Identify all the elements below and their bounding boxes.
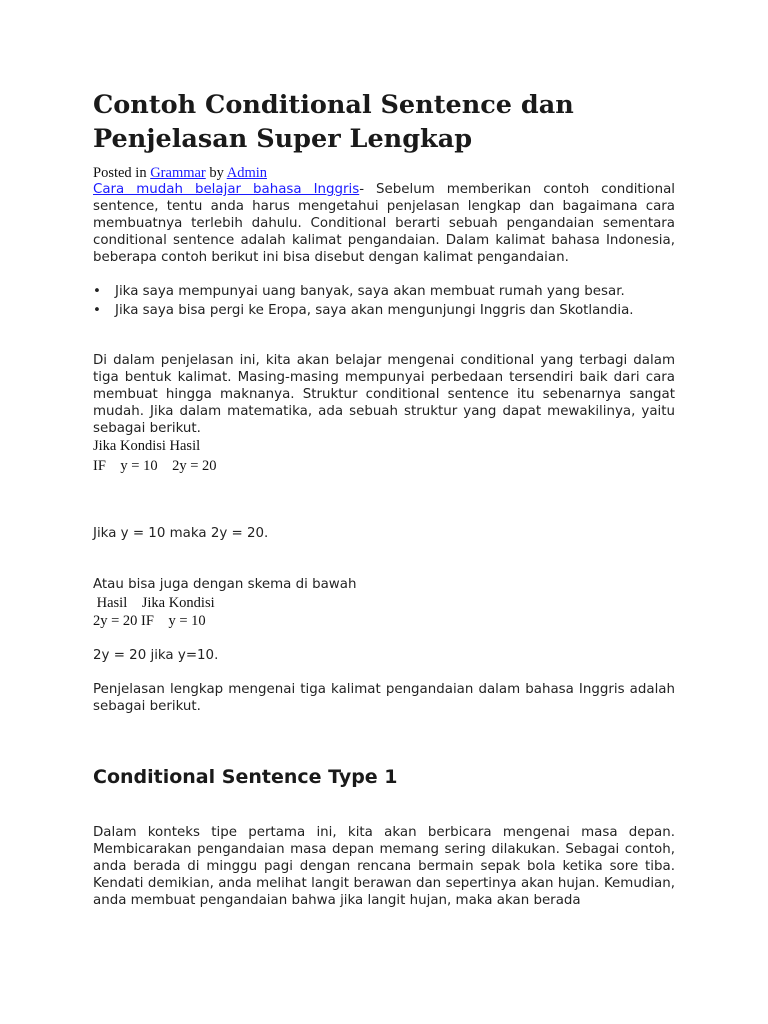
paragraph: Atau bisa juga dengan skema di bawah	[93, 577, 357, 592]
list-item: • Jika saya bisa pergi ke Eropa, saya akan mengunjungi Inggris dan Skotlandia.	[93, 302, 675, 319]
intro-link[interactable]: Cara mudah belajar bahasa Inggris	[93, 182, 360, 197]
by-label: by	[209, 165, 224, 181]
paragraph: Jika y = 10 maka 2y = 20.	[93, 526, 269, 541]
section-title: Conditional Sentence Type 1	[93, 766, 398, 788]
intro-text: - Sebelum memberikan contoh conditional sentence, tentu anda harus mengetahui penjelasan lengkap dan bagaimana cara membuatnya terlebih dahulu. Conditional berarti sebuah pengandaian sementara conditional sentence adalah kalimat pengandaian. Dalam kalimat bahasa Indonesia, beberapa contoh berikut ini bisa disebut dengan kalimat pengandaian.	[93, 182, 675, 265]
scheme-2-header: Hasil Jika Kondisi	[93, 595, 215, 611]
list-item: • Jika saya mempunyai uang banyak, saya akan membuat rumah yang besar.	[93, 283, 675, 300]
category-link[interactable]: Grammar	[150, 165, 206, 181]
scheme-1-row: IF y = 10 2y = 20	[93, 458, 217, 474]
scheme-2-row: 2y = 20 IF y = 10	[93, 613, 206, 629]
paragraph: Dalam konteks tipe pertama ini, kita akan berbicara mengenai masa depan. Membicarakan pengandaian masa depan memang sering dilakukan. Sebagai contoh, anda berada di minggu pagi dengan rencana bermain sepak bola ketika sore tiba. Kendati demikian, anda melihat langit berawan dan sepertinya akan hujan. Kemudian, anda membuat pengandaian bahwa jika langit hujan, maka akan berada	[93, 825, 675, 908]
author-link[interactable]: Admin	[226, 165, 267, 181]
paragraph: Di dalam penjelasan ini, kita akan belajar mengenai conditional yang terbagi dalam tiga bentuk kalimat. Masing-masing mempunyai perbedaan tersendiri baik dari cara membuat hingga maknanya. Struktur conditional sentence itu sebenarnya sangat mudah. Jika dalam matematika, ada sebuah struktur yang dapat mewakilinya, yaitu sebagai berikut.	[93, 353, 675, 436]
page-title: Contoh Conditional Sentence dan Penjelasan Super Lengkap	[93, 90, 574, 154]
paragraph: 2y = 20 jika y=10.	[93, 648, 219, 663]
posted-in-label: Posted in	[93, 165, 147, 181]
post-meta	[93, 164, 675, 182]
intro-paragraph	[93, 181, 675, 266]
example-list	[93, 283, 675, 321]
paragraph: Penjelasan lengkap mengenai tiga kalimat pengandaian dalam bahasa Inggris adalah sebagai berikut.	[93, 682, 675, 714]
scheme-1-header: Jika Kondisi Hasil	[93, 438, 201, 454]
